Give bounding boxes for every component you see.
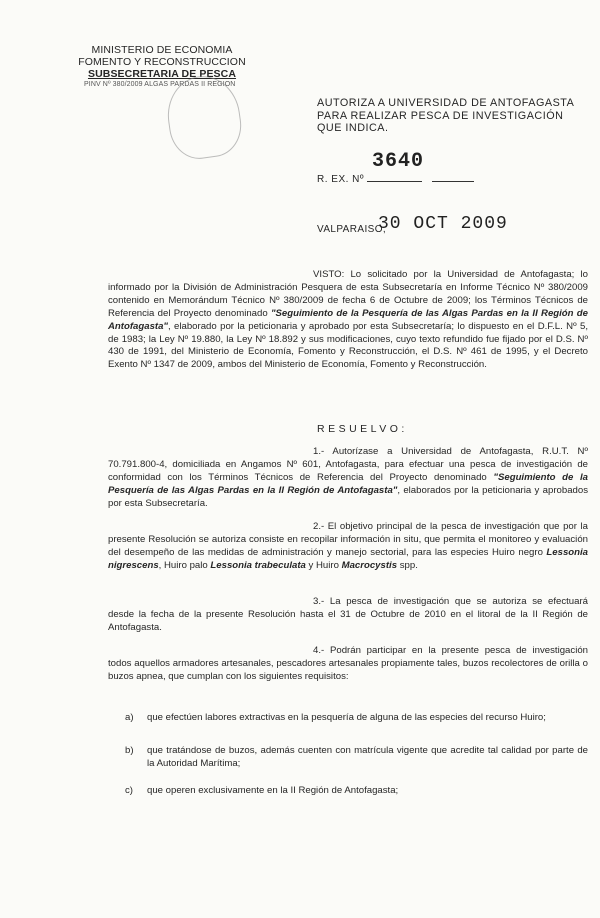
requirement-text: que tratándose de buzos, además cuenten con matrícula vigente que acredite tal calidad por parte de la Autoridad Marítima; — [147, 745, 588, 769]
place-label: VALPARAISO, — [317, 224, 387, 235]
visto-text: VISTO: Lo solicitado por la Universidad de Antofagasta; lo informado por la División de Administración Pesquera de esta Subsecretaría en Informe Técnico Nº 380/2009 contenido en Memorándum Técnico Nº 380/2009 de fecha 6 de Octubre de 2009; los Términos Técnicos de Referencia del Proyecto denominado — [108, 269, 588, 319]
resuelvo-heading: RESUELVO: — [317, 423, 408, 435]
article-2-text-4: spp. — [399, 559, 418, 571]
requirement-label: c) — [125, 785, 133, 796]
visto-text-2: , elaborado por la peticionaria y aprobado por esta Subsecretaría; lo dispuesto en el D.F.L. Nº 5, de 1983; la Ley Nº 19.880, la Ley Nº 18.892 y sus modificaciones, cuyo texto refundido fue fijado por el D.S. Nº 430 de 1991, del Ministerio de Economía, Fomento y Reconstrucción, el D.S. Nº 461 de 1995, y el Decreto Exento Nº 1347 de 2009, ambos del Ministerio de Economía, Fomento y Reconstrucción. — [108, 320, 588, 371]
article-4: 4.- Podrán participar en la presente pesca de investigación todos aquellos armadores artesanales, pescadores artesanales propiamente tales, buzos recolectores de orilla o buzos apnea, que cumplan con los siguientes requisitos: — [108, 645, 588, 682]
ministry-name: MINISTERIO DE ECONOMIA — [91, 44, 233, 56]
article-1 — [108, 446, 588, 511]
resolution-label — [317, 174, 474, 185]
species-2: Lessonia trabeculata — [210, 559, 306, 571]
resolution-title: AUTORIZA A UNIVERSIDAD DE ANTOFAGASTA PARA REALIZAR PESCA DE INVESTIGACIÓN QUE INDICA. — [317, 97, 574, 134]
article-1-text: 1.- Autorízase a Universidad de Antofagasta, R.U.T. Nº 70.791.800-4, domiciliada en Angamos Nº 601, Antofagasta, para efectuar una pesca de investigación de conformidad con los Términos Técnicos de Referencia del Proyecto denominado — [108, 446, 588, 483]
requirement-text: que operen exclusivamente en la II Región de Antofagasta; — [147, 785, 399, 796]
article-2-text-2: , Huiro palo — [158, 559, 208, 571]
resolution-number: 3640 — [372, 150, 425, 173]
visto-project-name: "Seguimiento de la Pesquería de las Algas Pardas en la II Región de Antofagasta" — [108, 307, 588, 332]
requirement-text: que efectúen labores extractivas en la pesquería de alguna de las especies del recurso Huiro; — [147, 712, 546, 723]
species-3: Macrocystis — [341, 559, 398, 571]
article-1-text-2: , elaborados por la peticionaria y aprobados por esta Subsecretaría. — [108, 484, 588, 509]
subsecretaria-name: SUBSECRETARIA DE PESCA — [87, 68, 237, 80]
article-1-project-name: "Seguimiento de la Pesquería de las Algas Pardas en la II Región de Antofagasta" — [108, 471, 588, 496]
requirement-label: b) — [125, 745, 134, 756]
requirement-c — [125, 785, 588, 798]
letterhead — [62, 44, 262, 89]
rex-underline — [367, 181, 422, 182]
requirement-a — [125, 712, 588, 725]
article-2 — [108, 521, 588, 573]
project-code: PINV Nº 380/2009 ALGAS PARDAS II REGION — [84, 81, 236, 88]
article-2-text: 2.- El objetivo principal de la pesca de investigación que por la presente Resolución se autoriza consiste en recopilar información in situ, que permita el monitoreo y evaluación del desempeño de las medidas de administración y manejo sectorial, para las especies Huiro negro — [108, 521, 588, 558]
article-2-text-3: y Huiro — [308, 559, 339, 571]
visto-paragraph — [108, 269, 588, 372]
ministry-name-2: FOMENTO Y RECONSTRUCCION — [78, 56, 246, 68]
requirement-label: a) — [125, 712, 134, 723]
article-3: 3.- La pesca de investigación que se autoriza se efectuará desde la fecha de la presente Resolución hasta el 31 de Octubre de 2010 en el litoral de la II Región de Antofagasta. — [108, 596, 588, 633]
rex-underline-2 — [432, 181, 474, 182]
species-1: Lessonia nigrescens — [108, 546, 588, 571]
rex-label: R. EX. Nº — [317, 174, 365, 185]
date-stamp: 30 OCT 2009 — [378, 214, 508, 234]
requirement-b — [125, 745, 588, 771]
